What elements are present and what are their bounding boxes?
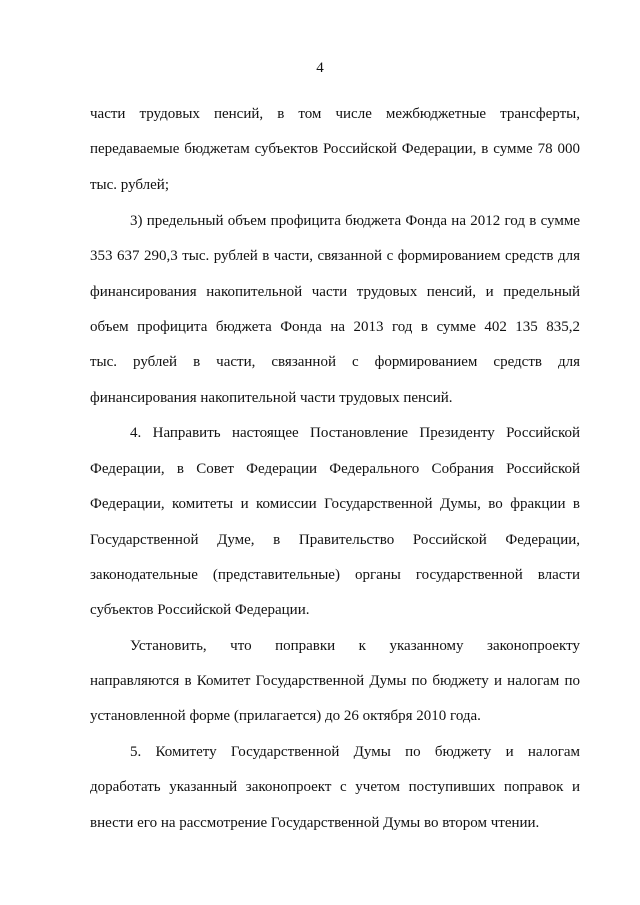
text-line: Государственной Думе, в Правительство Российской Федерации, [90,532,580,548]
text-line: Федерации, в Совет Федерации Федерального Собрания Российской [90,461,580,477]
text-line: доработать указанный законопроект с учетом поступивших поправок и [90,779,580,795]
text-line: части трудовых пенсий, в том числе межбюджетные трансферты, [90,106,580,122]
text-line: 4. Направить настоящее Постановление Президенту Российской [130,425,580,441]
text-line: субъектов Российской Федерации. [90,602,310,618]
text-line: 353 637 290,3 тыс. рублей в части, связанной с формированием средств для [90,248,580,264]
text-line: передаваемые бюджетам субъектов Российской Федерации, в сумме 78 000 [90,141,580,157]
text-line: 5. Комитету Государственной Думы по бюджету и налогам [130,744,580,760]
text-line: направляются в Комитет Государственной Думы по бюджету и налогам по [90,673,580,689]
text-line: Федерации, комитеты и комиссии Государственной Думы, во фракции в [90,496,580,512]
text-line: финансирования накопительной части трудовых пенсий. [90,390,453,406]
text-line: установленной форме (прилагается) до 26 октября 2010 года. [90,708,481,724]
text-line: финансирования накопительной части трудовых пенсий, и предельный [90,284,580,300]
text-line: тыс. рублей; [90,177,169,193]
text-line: тыс. рублей в части, связанной с формированием средств для [90,354,580,370]
text-line: внести его на рассмотрение Государственной Думы во втором чтении. [90,815,540,831]
page-number: 4 [316,60,324,76]
text-line: объем профицита бюджета Фонда на 2013 год в сумме 402 135 835,2 [90,319,580,335]
text-line: 3) предельный объем профицита бюджета Фонда на 2012 год в сумме [130,213,580,229]
text-line: законодательные (представительные) органы государственной власти [90,567,580,583]
text-line: Установить, что поправки к указанному законопроекту [130,638,580,654]
